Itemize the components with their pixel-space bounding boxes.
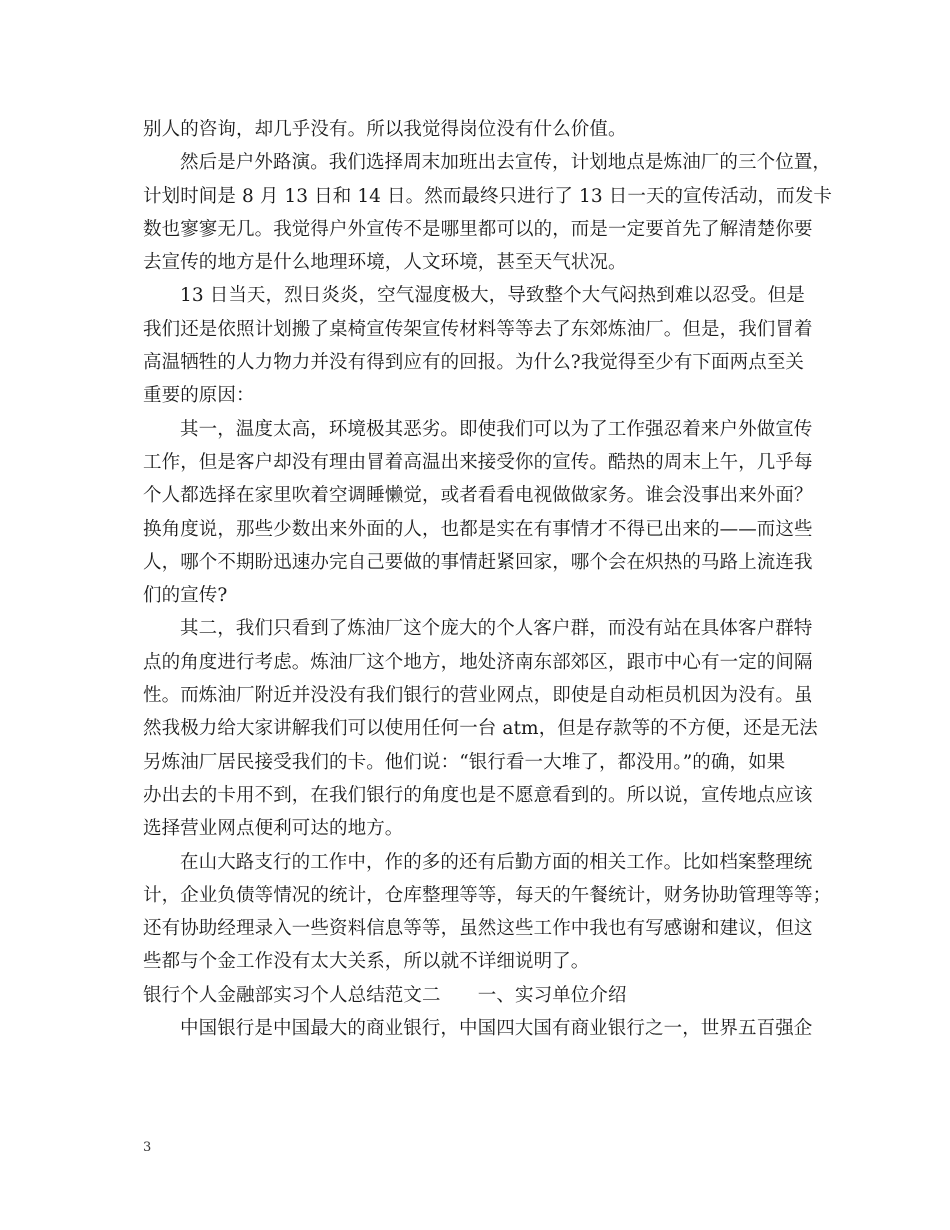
text-line: 工作，但是客户却没有理由冒着高温出来接受你的宣传。酷热的周末上午，几乎每 — [143, 451, 813, 473]
text-line: 去宣传的地方是什么地理环境，人文环境，甚至天气状况。 — [143, 252, 627, 274]
text-line: 办出去的卡用不到，在我们银行的角度也是不愿意看到的。所以说，宣传地点应该 — [143, 784, 813, 806]
text-line: 我们还是依照计划搬了桌椅宣传架宣传材料等等去了东郊炼油厂。但是，我们冒着 — [143, 318, 813, 340]
paragraph-7 — [143, 1012, 833, 1045]
text-line: 点的角度进行考虑。炼油厂这个地方，地处济南东部郊区，跟市中心有一定的间隔 — [143, 651, 813, 673]
text-line: 其一，温度太高，环境极其恶劣。即使我们可以为了工作强忍着来户外做宣传 — [180, 418, 813, 440]
text-line: 人，哪个不期盼迅速办完自己要做的事情赶紧回家，哪个会在炽热的马路上流连我 — [143, 551, 813, 573]
text-line: 计划时间是 8 月 13 日和 14 日。然而最终只进行了 13 日一天的宣传活动，而发卡 — [143, 185, 832, 207]
paragraph-2 — [143, 146, 833, 279]
text-line: 些都与个金工作没有太大关系，所以就不详细说明了。 — [143, 951, 590, 973]
paragraph-1 — [143, 113, 833, 146]
text-line: 重要的原因： — [143, 385, 255, 407]
text-line: 高温牺牲的人力物力并没有得到应有的回报。为什么?我觉得至少有下面两点至关 — [143, 352, 805, 374]
text-line: 换角度说，那些少数出来外面的人，也都是实在有事情才不得已出来的——而这些 — [143, 518, 813, 540]
text-line: 们的宣传? — [143, 585, 228, 607]
paragraph-4 — [143, 413, 833, 613]
text-line: 性。而炼油厂附近并没没有我们银行的营业网点，即使是自动柜员机因为没有。虽 — [143, 685, 813, 707]
text-line: 选择营业网点便利可达的地方。 — [143, 818, 404, 840]
text-line: 在山大路支行的工作中，作的多的还有后勤方面的相关工作。比如档案整理统 — [180, 851, 813, 873]
section-heading — [143, 979, 833, 1012]
heading-line: 银行个人金融部实习个人总结范文二 一、实习单位介绍 — [143, 984, 627, 1006]
document-body — [143, 113, 833, 1045]
text-line: 13 日当天，烈日炎炎，空气湿度极大，导致整个大气闷热到难以忍受。但是 — [180, 285, 805, 307]
paragraph-6 — [143, 846, 833, 979]
text-line: 个人都选择在家里吹着空调睡懒觉，或者看看电视做做家务。谁会没事出来外面？ — [143, 485, 813, 507]
text-line: 然我极力给大家讲解我们可以使用任何一台 atm，但是存款等的不方便，还是无法 — [143, 718, 818, 740]
text-line: 计，企业负债等情况的统计，仓库整理等等，每天的午餐统计，财务协助管理等等； — [143, 884, 832, 906]
text-line: 别人的咨询，却几乎没有。所以我觉得岗位没有什么价值。 — [143, 119, 627, 140]
text-line: 还有协助经理录入一些资料信息等等，虽然这些工作中我也有写感谢和建议，但这 — [143, 918, 813, 940]
text-line: 然后是户外路演。我们选择周末加班出去宣传，计划地点是炼油厂的三个位置， — [180, 152, 832, 174]
text-line: 数也寥寥无几。我觉得户外宣传不是哪里都可以的，而是一定要首先了解清楚你要 — [143, 218, 813, 240]
text-line: 其二，我们只看到了炼油厂这个庞大的个人客户群，而没有站在具体客户群特 — [180, 618, 813, 640]
paragraph-5 — [143, 612, 833, 845]
page-number: 3 — [143, 1140, 152, 1155]
paragraph-3 — [143, 279, 833, 412]
text-line: 另炼油厂居民接受我们的卡。他们说：“银行看一大堆了，都没用。”的确，如果 — [143, 751, 786, 773]
text-line: 中国银行是中国最大的商业银行，中国四大国有商业银行之一，世界五百强企 — [180, 1018, 813, 1040]
